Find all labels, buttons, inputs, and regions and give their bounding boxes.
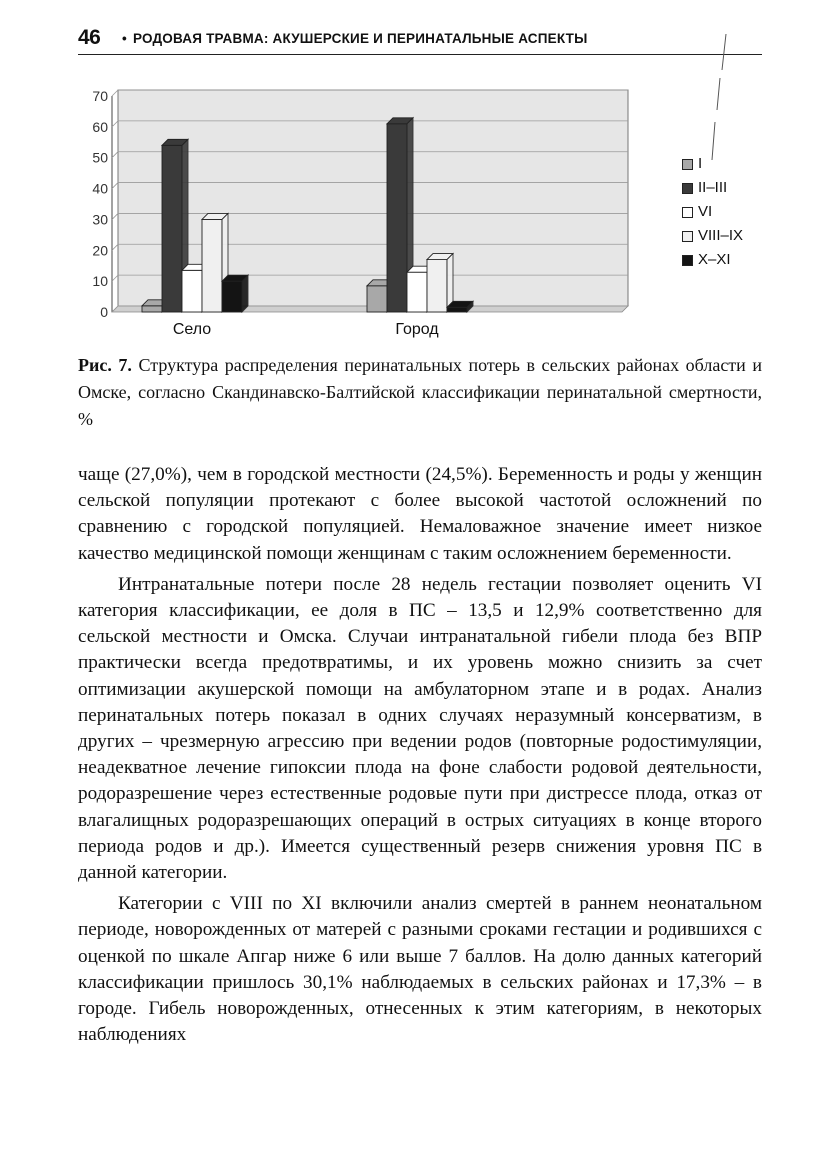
figure-caption-text: Структура распределения перинатальных потерь в сельских районах области и Омске, согласно Скандинавско-Балтийской классификации перинатальной смертности, % (78, 355, 762, 429)
paragraph-1: чаще (27,0%), чем в городской местности (24,5%). Беременность и роды у женщин сельской популяции протекают с более высокой частотой осложнений по сравнению с городской популяцией. Немаловажное значение имеет низкое качество медицинской помощи женщинам с таким осложнением беременности. (78, 464, 762, 564)
y-tick-label: 60 (92, 118, 108, 135)
figure-caption (78, 352, 762, 433)
bar-Город-II–III (387, 124, 407, 312)
gridline-side (112, 152, 118, 158)
bar-side (242, 275, 248, 312)
y-tick-label: 40 (92, 180, 108, 197)
bar-Село-VI (182, 270, 202, 312)
legend-label: VI (698, 203, 713, 220)
running-title (122, 31, 588, 46)
bar-Город-X–XI (447, 307, 467, 312)
figure-label: Рис. 7. (78, 355, 132, 375)
header-bullet: • (122, 31, 127, 46)
x-category-label: Село (172, 321, 212, 338)
legend-label: X–XI (698, 251, 731, 268)
legend-item (682, 176, 743, 200)
legend-label: I (698, 155, 703, 172)
bar-Село-II–III (162, 145, 182, 312)
y-tick-label: 70 (92, 88, 108, 104)
running-header (78, 26, 762, 55)
gridline-side (112, 275, 118, 281)
bar-Город-I (367, 286, 387, 312)
gridline-side (112, 90, 118, 96)
gridline-side (112, 183, 118, 189)
gridline-side (112, 213, 118, 219)
legend-label: VIII–IX (698, 227, 744, 244)
legend-swatch (682, 183, 693, 194)
legend-swatch (682, 207, 693, 218)
running-title-text: РОДОВАЯ ТРАВМА: АКУШЕРСКИЕ И ПЕРИНАТАЛЬНЫЕ АСПЕКТЫ (132, 31, 588, 46)
bar-Село-I (142, 306, 162, 312)
y-tick-label: 10 (92, 273, 108, 290)
legend-item (682, 224, 743, 248)
bar-chart (78, 70, 678, 350)
legend-swatch (682, 255, 693, 266)
gridline-side (112, 121, 118, 127)
paragraph-3: Категории с VIII по XI включили анализ смертей в раннем неонатальном периоде, новорожденных от матерей с разными сроками гестации и родившихся с оценкой по шкале Апгар ниже 6 или выше 7 баллов. На долю данных категорий классификации пришлось 30,1% наблюдаемых в сельских районах и 17,3% – в городе. Гибель новорожденных, отнесенных к этим категориям, в некоторых наблюдениях (78, 893, 762, 1046)
body-text (78, 462, 762, 1048)
legend-swatch (682, 159, 693, 170)
page-number: 46 (78, 26, 101, 49)
bar-Город-VI (407, 272, 427, 312)
legend-item (682, 152, 743, 176)
bar-Село-VIII–IX (202, 219, 222, 312)
gridline-side (112, 244, 118, 250)
legend-item (682, 200, 743, 224)
paragraph-2: Интранатальные потери после 28 недель гестации позволяет оценить VI категория классификации, ее доля в ПС – 13,5 и 12,9% соответственно для сельской местности и Омска. Случаи интранатальной гибели плода без ВПР практически всегда предотвратимы, и их уровень можно снизить за счет оптимизации акушерской помощи на амбулаторном этапе и в родах. Анализ перинатальных потерь показал в одних случаях неразумный консерватизм, в других – чрезмерную агрессию при ведении родов (повторные родостимуляции, неадекватное лечение гипоксии плода на фоне слабости родовой деятельности, родоразрешение через естественные родовые пути при дистрессе плода, отказ от влагалищных родоразрешающих операций в острых ситуациях в конце второго периода родов и др.). Имеется существенный резерв снижения уровня ПС в данной категории. (78, 573, 762, 884)
figure-7 (78, 70, 778, 350)
legend-swatch (682, 231, 693, 242)
chart-legend (682, 152, 743, 272)
y-tick-label: 50 (92, 149, 108, 166)
y-tick-label: 0 (100, 304, 108, 320)
bar-Село-X–XI (222, 281, 242, 312)
y-tick-label: 30 (92, 211, 108, 228)
legend-label: II–III (698, 179, 728, 196)
bar-Город-VIII–IX (427, 260, 447, 312)
y-tick-label: 20 (92, 242, 108, 259)
legend-item (682, 248, 743, 272)
x-category-label: Город (395, 321, 439, 338)
